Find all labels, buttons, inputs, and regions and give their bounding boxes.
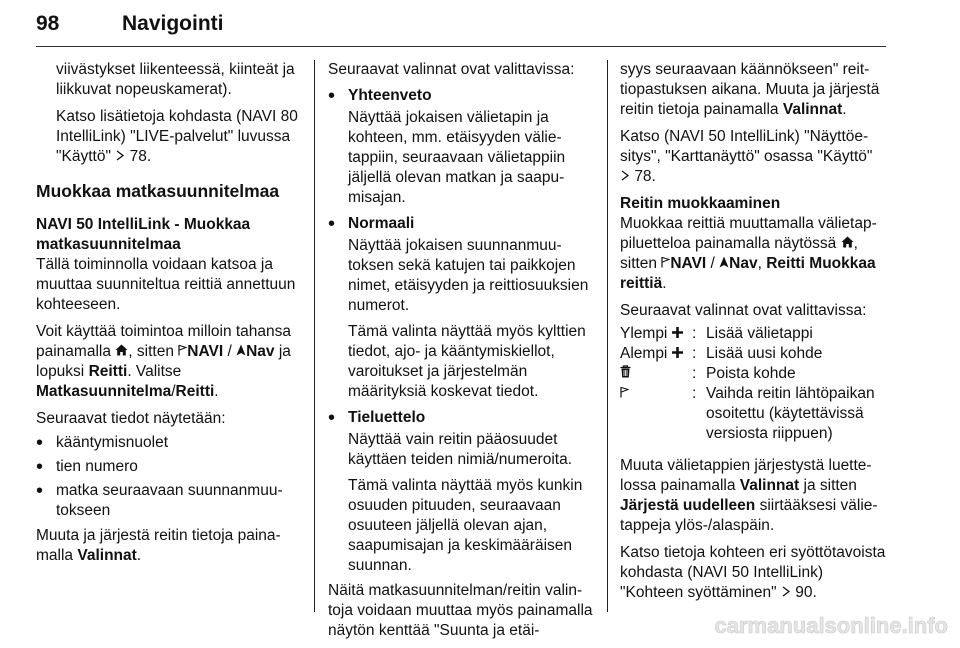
shown-intro: Seuraavat tiedot näytetään: [36,410,226,427]
nav-label: Nav [729,255,758,272]
nav-label: Nav [246,343,275,360]
options-list [328,86,594,576]
valinnat-label: Valinnat [77,547,137,564]
option-desc: Lisää uusi kohde [706,345,823,362]
see-reference-page: 90. [795,584,817,601]
option-term [620,324,692,344]
list-item: • tien numero [36,457,302,477]
page-header [36,6,886,48]
car-icon [236,344,246,356]
text-fragment: / [171,383,176,400]
see-reference-page: 78. [129,148,152,165]
text-fragment: . [136,547,142,564]
option-item [328,408,594,576]
see-reference-text: Katso lisätietoja kohdasta (NAVI 80 IntelliLink) "LIVE-palvelut" luvussa "Käyttö" [56,108,298,165]
option-term [620,344,692,364]
edit-option-row [620,364,886,384]
section-heading: Muokkaa matkasuunnitelmaa [36,181,280,201]
option-item [328,86,594,208]
see-reference-page: 78. [634,168,656,185]
column-3 [620,60,886,610]
edit-option-row [620,344,886,364]
text-fragment: Muuta välietappien järjestystä luettelossa painamalla [620,457,872,494]
option-title: Yhteenveto [348,87,432,104]
text-fragment: siirtääksesi välietappeja ylös-/alaspäin. [620,497,878,534]
continued-text: viivästykset liikenteessä, kiinteät ja liikkuvat nopeuskamerat). [56,61,295,98]
option-desc: Lisää välietappi [706,325,813,342]
text-fragment: , [757,255,767,272]
column-1 [36,60,302,573]
text-fragment: , sitten [128,343,174,360]
reorder-paragraph [620,456,886,536]
chapter-title: Navigointi [122,12,224,35]
closing-paragraph [36,526,302,566]
final-reference [620,543,886,603]
page-number: 98 [36,12,60,35]
navi-label: NAVI [187,343,224,360]
term-text: Alempi [620,345,668,362]
text-fragment: / [706,255,720,272]
reference-arrow-icon [620,170,630,181]
column-2 [328,60,594,648]
column-divider [314,60,315,612]
text-fragment: . Valitse [127,363,182,380]
edit-options-list [620,324,886,444]
separator: : [692,345,697,362]
option-text: Näyttää jokaisen suunnanmuutoksen sekä katujen tai paikkojen nimet, etäisyyden ja reittiosuuksien numerot. [348,237,589,314]
reference-arrow-icon [781,586,791,597]
text-fragment: ja sitten [799,477,857,494]
option-term [620,384,692,444]
option-text: Tämä valinta näyttää myös kylttien tiedot, ajo- ja kääntymiskiellot, varoitukset ja järjestelmän määrityksiä koskevat tiedot. [348,323,586,400]
sub-heading: NAVI 50 IntelliLink - Muokkaa matkasuunnitelmaa [36,216,251,253]
edit-paragraph [620,214,886,294]
reitti-label: Reitti [88,363,128,380]
term-text: Ylempi [620,325,668,342]
text-fragment: . [842,101,847,118]
valinnat-label: Valinnat [782,101,843,118]
closing-paragraph: Näitä matkasuunnitelman/reitin valintoja voidaan muuttaa myös painamalla näytön kenttää "Suunta ja etäi- [328,582,593,639]
home-icon [115,344,128,356]
text-fragment: sitten [620,255,662,272]
sub-heading: Reitin muokkaaminen [620,195,781,212]
trash-icon [620,365,631,378]
text-fragment: syys seuraavaan käännökseen" reittiopastuksen aikana. Muuta ja järjestä reitin tietoja painamalla [620,61,880,118]
flag-icon [620,386,629,398]
option-text: Tämä valinta näyttää myös kunkin osuuden pituuden, seuraavaan osuuteen jäljellä olevan ajan, saapumisajan ja keskimääräisen suunnan. [348,477,583,574]
separator: : [692,365,697,382]
see-reference [620,127,886,187]
option-text: Näyttää vain reitin pääosuudet käyttäen teiden nimiä/numeroita. [348,431,573,468]
option-desc: Poista kohde [706,365,796,382]
text-fragment: Muuta ja järjestä reitin tietoja painamalla [36,527,281,564]
plus-icon [672,327,683,338]
option-term [620,364,692,384]
header-rule [36,46,886,47]
text-fragment: Voit käyttää toimintoa milloin tahansa painamalla [36,323,292,360]
intro-paragraph: Tällä toiminnolla voidaan katsoa ja muuttaa suunniteltua reittiä annettuun kohteeseen. [36,256,296,313]
option-desc: Vaihda reitin lähtöpaikan osoitettu (käytettävissä versiosta riippuen) [706,385,875,442]
see-reference-text: Katso tietoja kohteen eri syöttötavoista kohdasta (NAVI 50 IntelliLink) "Kohteen syöttäminen" [620,544,886,601]
matkasuunnitelma-label: Matkasuunnitelma [36,383,172,400]
text-fragment: ja lopuksi [36,343,291,380]
plus-icon [672,347,683,358]
separator: : [692,325,697,342]
see-reference [36,107,302,167]
flag-icon [661,256,670,268]
text-fragment: , [853,235,858,252]
reitti-label: Reitti [175,383,215,400]
watermark [680,614,950,640]
list-item: • matka seuraavaan suunnanmuutokseen [36,481,302,521]
reference-arrow-icon [115,150,125,161]
edit-option-row [620,384,886,444]
options-intro: Seuraavat valinnat ovat valittavissa: [620,302,867,319]
continued-paragraph [620,60,886,120]
options-intro: Seuraavat valinnat ovat valittavissa: [328,61,575,78]
list-item: • kääntymisnuolet [36,433,302,453]
edit-option-row [620,324,886,344]
svg-text:carmanualsonline.info: carmanualsonline.info [714,614,948,638]
flag-icon [178,344,187,356]
car-icon [719,256,729,268]
navi-label: NAVI [670,255,707,272]
text-fragment: . [662,275,667,292]
option-text: Näyttää jokaisen välietapin ja kohteen, mm. etäisyyden välietappiin, seuraavaan välietappiin jäljellä olevan matkan ja saapumisajan. [348,109,566,206]
usage-paragraph [36,322,302,402]
option-item [328,214,594,402]
see-reference-text: Katso (NAVI 50 IntelliLink) "Näyttöesitys", "Karttanäyttö" osassa "Käyttö" [620,128,873,165]
jarjesta-label: Järjestä uudelleen [620,497,756,514]
text-fragment: Muokkaa reittiä muuttamalla välietappiluetteloa painamalla näytössä [620,215,877,252]
option-title: Normaali [348,215,415,232]
column-divider [607,60,608,612]
reitti-muokkaa-label: Reitti Muokkaa reittiä [620,255,876,292]
valinnat-label: Valinnat [739,477,800,494]
separator: : [692,385,697,402]
info-list [36,433,302,521]
home-icon [841,236,854,248]
text-fragment: / [223,343,237,360]
text-fragment: . [214,383,219,400]
option-title: Tieluettelo [348,409,426,426]
